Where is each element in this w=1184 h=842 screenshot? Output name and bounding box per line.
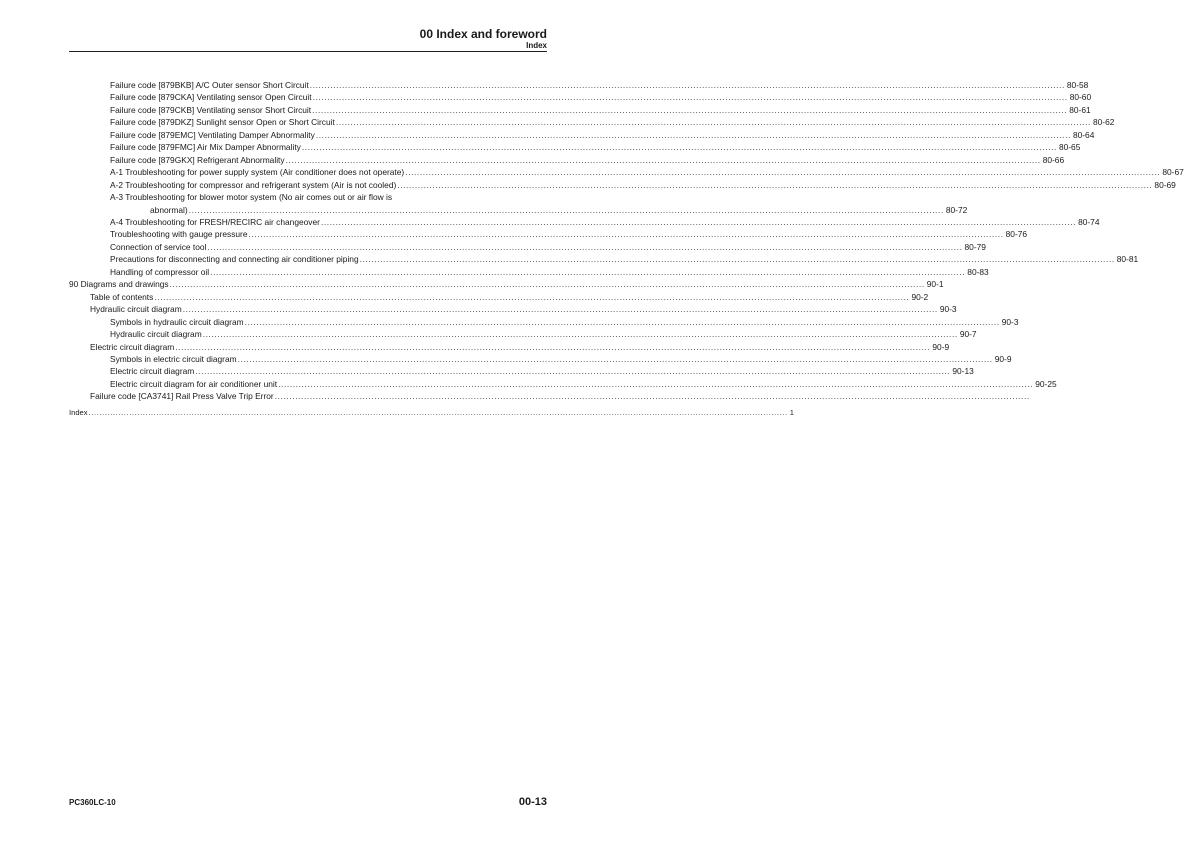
toc-entry-label: Symbols in electric circuit diagram — [110, 353, 237, 364]
toc-entry-page: 80-79 — [964, 241, 986, 252]
toc-entry-label: Troubleshooting with gauge pressure — [110, 229, 248, 240]
toc-leader-dots — [286, 154, 1041, 166]
section-subtitle: Index — [526, 41, 547, 50]
toc-leader-dots — [336, 116, 1091, 128]
toc-entry-page: 80-67 — [1162, 167, 1184, 178]
toc-chapter-entry[interactable] — [69, 278, 944, 290]
toc-entry[interactable] — [69, 204, 968, 216]
toc-entry-page: 80-64 — [1072, 129, 1095, 140]
toc-leader-dots — [207, 241, 962, 253]
toc-index-entry[interactable] — [69, 407, 794, 419]
toc-entry[interactable] — [69, 129, 1095, 141]
toc-leader-dots — [321, 216, 1076, 228]
toc-entry-page: 90-9 — [932, 341, 950, 352]
toc-entry-label: 90 Diagrams and drawings — [69, 279, 169, 290]
toc-leader-dots — [313, 91, 1068, 103]
toc-entry-label: A-2 Troubleshooting for compressor and refrigerant system (Air is not cooled) — [110, 179, 397, 190]
toc-leader-dots — [210, 266, 965, 278]
toc-entry-label: A-1 Troubleshooting for power supply system (Air conditioner does not operate) — [110, 167, 405, 178]
toc-entry-label: Electric circuit diagram — [110, 366, 195, 377]
toc-leader-dots — [203, 328, 958, 340]
toc-leader-dots — [278, 378, 1033, 390]
toc-entry-page: 90-25 — [1035, 378, 1057, 389]
toc-entry[interactable] — [69, 241, 986, 253]
toc-entry-label: Connection of service tool — [110, 241, 207, 252]
page-number: 00-13 — [518, 796, 547, 808]
toc-leader-dots — [154, 291, 909, 303]
toc-entry-label: Failure code [CA3741] Rail Press Valve Trip Error — [90, 391, 274, 402]
toc-leader-dots — [195, 365, 950, 377]
toc-entry-page: 90-1 — [926, 279, 944, 290]
toc-entry-page: 80-69 — [1154, 179, 1176, 190]
toc-entry[interactable] — [69, 179, 1176, 191]
toc-entry[interactable] — [69, 79, 1089, 91]
toc-entry-page: 90-13 — [952, 366, 974, 377]
section-title: 00 Index and foreword — [419, 27, 547, 41]
toc-entry-page: 80-81 — [1116, 254, 1139, 265]
toc-entry-label: Hydraulic circuit diagram — [110, 329, 202, 340]
toc-entry-label: A-4 Troubleshooting for FRESH/RECIRC air changeover — [110, 216, 320, 227]
toc-entry-page: 80-66 — [1042, 154, 1065, 165]
toc-entry-label: Handling of compressor oil — [110, 266, 210, 277]
toc-entry[interactable] — [69, 141, 1081, 153]
toc-leader-dots — [238, 353, 993, 365]
toc-entry-page: 80-74 — [1078, 216, 1100, 227]
toc-entry-page: 1 — [789, 407, 794, 417]
toc-entry[interactable] — [69, 353, 1012, 365]
toc-entry[interactable] — [69, 316, 1019, 328]
toc-entry-label: Hydraulic circuit diagram — [90, 304, 182, 315]
toc-leader-dots — [189, 204, 944, 216]
toc-entry[interactable] — [69, 365, 974, 377]
toc-entry-page: 90-7 — [959, 329, 977, 340]
toc-entry[interactable] — [69, 378, 1057, 390]
toc-entry[interactable] — [69, 116, 1115, 128]
toc-entry-page: 80-58 — [1066, 80, 1089, 90]
toc-entry[interactable] — [69, 166, 1184, 178]
toc-leader-dots — [249, 228, 1004, 240]
toc-entry-label: Precautions for disconnecting and connecting air conditioner piping — [110, 254, 359, 265]
toc-entry-label: Electric circuit diagram — [90, 341, 175, 352]
toc-leader-dots — [360, 253, 1115, 265]
toc-leader-dots — [183, 303, 938, 315]
toc-entry-page: 80-65 — [1058, 142, 1081, 153]
toc-entry[interactable] — [69, 216, 1100, 228]
toc-entry-label: Table of contents — [90, 291, 154, 302]
toc-entry-label: Electric circuit diagram for air conditioner unit — [110, 378, 278, 389]
toc-entry-page: 80-72 — [945, 204, 968, 215]
toc-entry-label: Symbols in hydraulic circuit diagram — [110, 316, 244, 327]
toc-entry-page: 90-2 — [911, 291, 929, 302]
toc-leader-dots — [89, 407, 788, 419]
toc-entry-label: Failure code [879CKB] Ventilating sensor Short Circuit — [110, 104, 312, 115]
toc-entry-page: 90-3 — [1001, 316, 1019, 327]
table-of-contents — [69, 79, 1184, 419]
toc-entry-page: 80-60 — [1069, 92, 1092, 103]
toc-entry-page: 90-3 — [939, 304, 957, 315]
toc-entry[interactable] — [69, 266, 989, 278]
toc-leader-dots — [245, 316, 1000, 328]
toc-entry-page: 80-83 — [967, 266, 989, 277]
model-code: PC360LC-10 — [69, 798, 116, 807]
toc-leader-dots — [170, 278, 925, 290]
toc-leader-dots — [175, 341, 930, 353]
toc-entry[interactable] — [69, 303, 957, 315]
toc-entry-label: Failure code [879DKZ] Sunlight sensor Open or Short Circuit — [110, 117, 335, 128]
toc-entry[interactable] — [69, 390, 547, 402]
toc-entry[interactable] — [69, 291, 929, 303]
toc-entry-label: Failure code [879CKA] Ventilating sensor Open Circuit — [110, 92, 312, 103]
toc-entry[interactable] — [69, 154, 1065, 166]
toc-entry-label: Failure code [879BKB] A/C Outer sensor Short Circuit — [110, 80, 309, 90]
toc-leader-dots — [312, 104, 1067, 116]
toc-entry[interactable] — [69, 228, 1028, 240]
toc-entry-label: Index — [69, 407, 88, 417]
toc-entry[interactable] — [69, 253, 1139, 265]
toc-leader-dots — [405, 166, 1160, 178]
toc-entry-page: 80-61 — [1069, 104, 1091, 115]
toc-entry-label: abnormal) — [150, 204, 188, 215]
toc-entry-wrapped-line[interactable]: A-3 Troubleshooting for blower motor system (No air comes out or air flow is — [110, 192, 393, 203]
toc-entry[interactable] — [69, 341, 950, 353]
toc-leader-dots — [310, 79, 1065, 91]
toc-entry-page: 90-9 — [994, 353, 1012, 364]
toc-entry[interactable] — [69, 104, 1091, 116]
toc-leader-dots — [302, 141, 1057, 153]
toc-entry[interactable] — [69, 328, 977, 340]
header-divider — [69, 51, 547, 52]
toc-entry-label: Failure code [879GKX] Refrigerant Abnormality — [110, 154, 285, 165]
toc-leader-dots — [275, 390, 1030, 402]
toc-entry-label: Failure code [879EMC] Ventilating Damper Abnormality — [110, 129, 315, 140]
toc-entry[interactable] — [69, 91, 1092, 103]
toc-entry-page: 80-76 — [1005, 229, 1028, 240]
toc-leader-dots — [397, 179, 1152, 191]
toc-leader-dots — [316, 129, 1071, 141]
toc-entry-label: Failure code [879FMC] Air Mix Damper Abnormality — [110, 142, 301, 153]
toc-entry-page: 80-62 — [1092, 117, 1115, 128]
